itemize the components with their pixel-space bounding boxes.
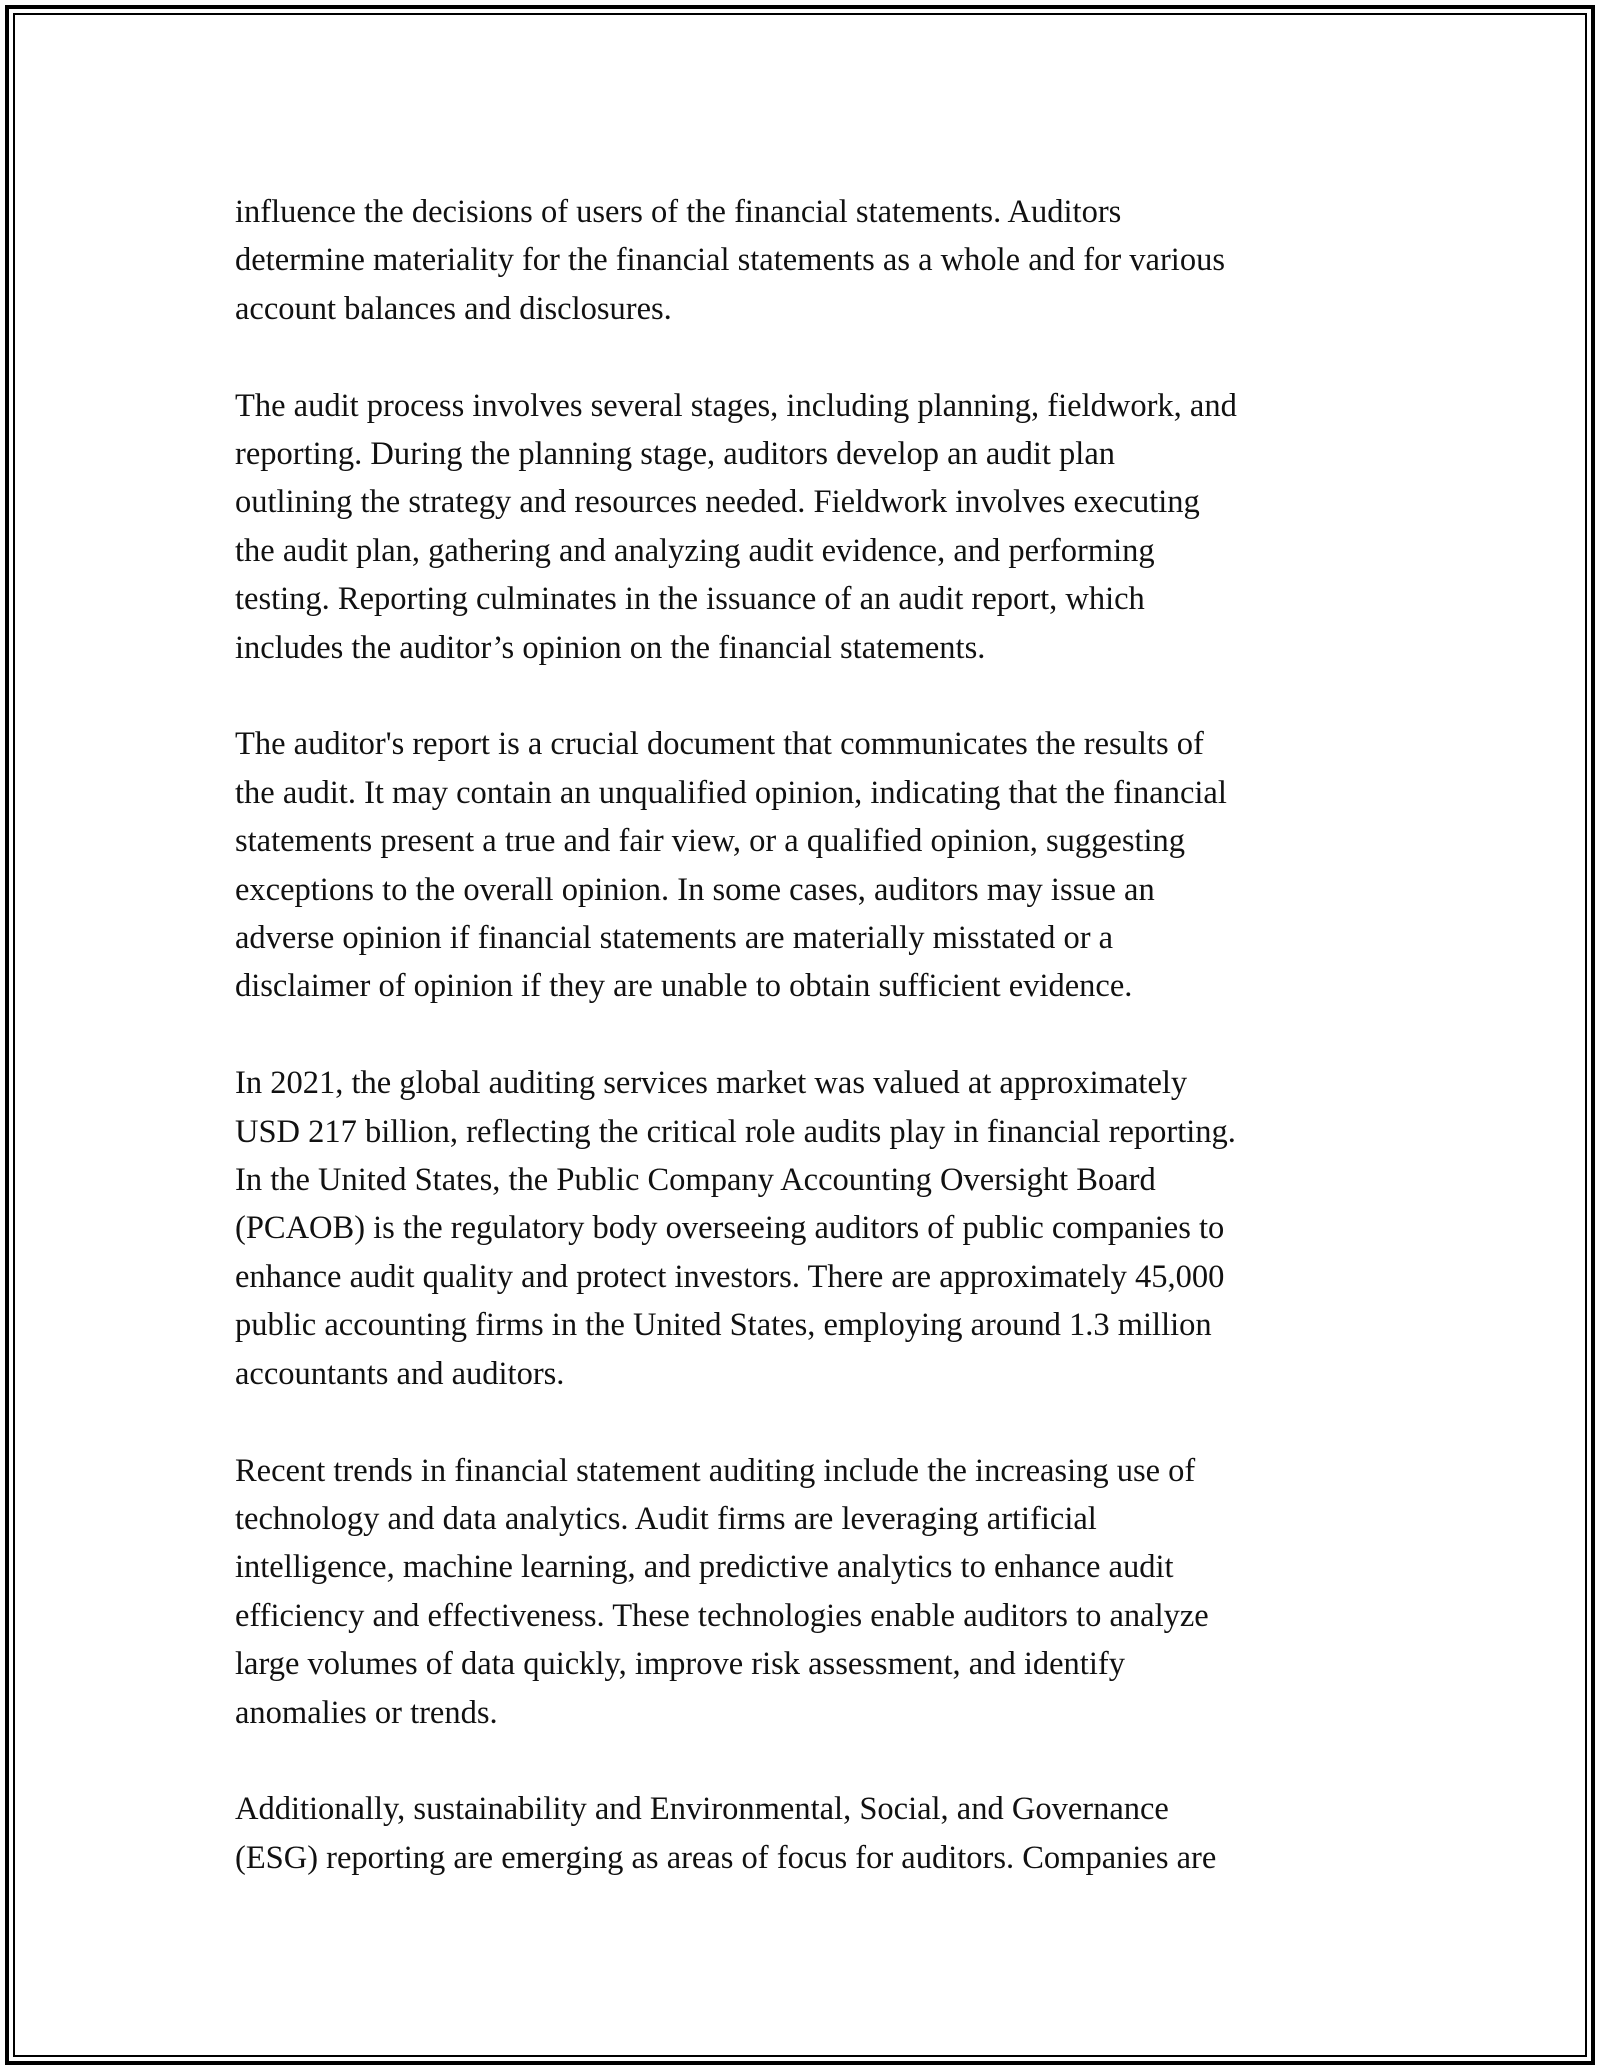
text-line: (PCAOB) is the regulatory body overseeing auditors of public companies to bbox=[235, 1210, 1225, 1247]
paragraph-recent-trends bbox=[235, 1447, 1375, 1737]
text-line: influence the decisions of users of the financial statements. Auditors bbox=[235, 194, 1122, 230]
text-line: accountants and auditors. bbox=[235, 1355, 565, 1392]
paragraph-esg bbox=[235, 1785, 1375, 1882]
text-line: reporting. During the planning stage, auditors develop an audit plan bbox=[235, 436, 1115, 473]
text-line: technology and data analytics. Audit firms are leveraging artificial bbox=[235, 1500, 1097, 1537]
paragraph-materiality bbox=[235, 188, 1375, 333]
document-body bbox=[235, 188, 1375, 1931]
text-line: enhance audit quality and protect investors. There are approximately 45,000 bbox=[235, 1258, 1225, 1295]
text-line: USD 217 billion, reflecting the critical role audits play in financial reporting. bbox=[235, 1113, 1236, 1150]
text-line: efficiency and effectiveness. These technologies enable auditors to analyze bbox=[235, 1597, 1209, 1634]
text-line: (ESG) reporting are emerging as areas of focus for auditors. Companies are bbox=[235, 1839, 1217, 1876]
text-line: The auditor's report is a crucial document that communicates the results of bbox=[235, 726, 1204, 763]
text-line: statements present a true and fair view, or a qualified opinion, suggesting bbox=[235, 823, 1186, 860]
text-line: outlining the strategy and resources needed. Fieldwork involves executing bbox=[235, 484, 1200, 521]
text-line: determine materiality for the financial statements as a whole and for various bbox=[235, 242, 1225, 279]
text-line: the audit. It may contain an unqualified opinion, indicating that the financial bbox=[235, 774, 1227, 811]
text-line: includes the auditor’s opinion on the financial statements. bbox=[235, 629, 986, 666]
text-line: The audit process involves several stages, including planning, fieldwork, and bbox=[235, 387, 1237, 424]
text-line: the audit plan, gathering and analyzing audit evidence, and performing bbox=[235, 532, 1155, 569]
text-line: account balances and disclosures. bbox=[235, 290, 672, 327]
text-line: intelligence, machine learning, and predictive analytics to enhance audit bbox=[235, 1549, 1174, 1586]
text-line: In 2021, the global auditing services market was valued at approximately bbox=[235, 1065, 1188, 1102]
text-line: public accounting firms in the United States, employing around 1.3 million bbox=[235, 1307, 1212, 1344]
text-line: disclaimer of opinion if they are unable to obtain sufficient evidence. bbox=[235, 968, 1133, 1005]
paragraph-audit-process bbox=[235, 382, 1375, 672]
text-line: adverse opinion if financial statements are materially misstated or a bbox=[235, 920, 1114, 957]
paragraph-market-statistics bbox=[235, 1059, 1375, 1398]
paragraph-auditors-report bbox=[235, 720, 1375, 1010]
text-line: large volumes of data quickly, improve risk assessment, and identify bbox=[235, 1646, 1125, 1683]
text-line: exceptions to the overall opinion. In some cases, auditors may issue an bbox=[235, 871, 1155, 908]
text-line: testing. Reporting culminates in the issuance of an audit report, which bbox=[235, 581, 1145, 618]
text-line: Recent trends in financial statement auditing include the increasing use of bbox=[235, 1452, 1196, 1489]
text-line: In the United States, the Public Company Accounting Oversight Board bbox=[235, 1162, 1156, 1199]
text-line: Additionally, sustainability and Environmental, Social, and Governance bbox=[235, 1791, 1169, 1828]
text-line: anomalies or trends. bbox=[235, 1694, 498, 1731]
